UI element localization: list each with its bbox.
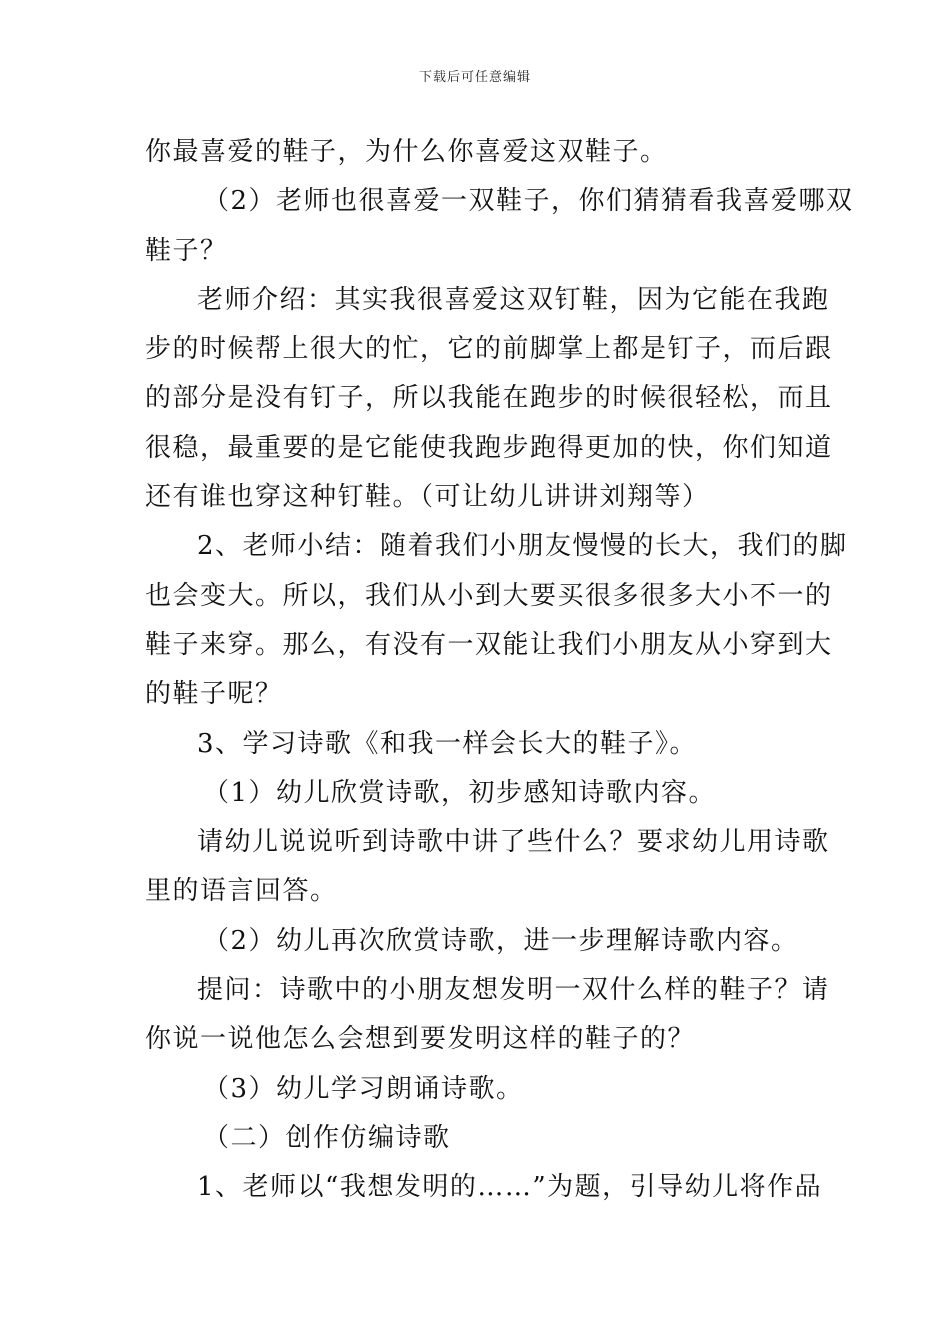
text-line: 鞋子？ (145, 235, 228, 266)
text-line: 2、老师小结：随着我们小朋友慢慢的长大，我们的脚 (197, 531, 848, 562)
text-line: 你说一说他怎么会想到要发明这样的鞋子的？ (145, 1024, 696, 1055)
text-line: （3）幼儿学习朗诵诗歌。 (203, 1073, 524, 1104)
text-line: 的鞋子呢？ (145, 679, 283, 710)
text-line: 提问：诗歌中的小朋友想发明一双什么样的鞋子？请 (197, 975, 830, 1006)
text-line: （1）幼儿欣赏诗歌，初步感知诗歌内容。 (203, 777, 717, 808)
text-line: 请幼儿说说听到诗歌中讲了些什么？要求幼儿用诗歌 (197, 827, 830, 858)
text-line: 也会变大。所以，我们从小到大要买很多很多大小不一的 (145, 580, 833, 611)
text-line: 还有谁也穿这种钉鞋。（可让幼儿讲讲刘翔等） (145, 482, 710, 513)
text-line: （2）幼儿再次欣赏诗歌，进一步理解诗歌内容。 (203, 925, 799, 956)
document-body (145, 128, 854, 1213)
text-line: 的部分是没有钉子，所以我能在跑步的时候很轻松，而且 (145, 383, 833, 414)
page-header: 下载后可任意编辑 (418, 70, 531, 85)
text-line: 步的时候帮上很大的忙，它的前脚掌上都是钉子，而后跟 (145, 334, 833, 365)
text-line: 里的语言回答。 (145, 876, 338, 907)
text-line: 1、老师以“我想发明的……”为题，引导幼儿将作品 (197, 1172, 823, 1203)
text-line: （二）创作仿编诗歌 (203, 1122, 451, 1153)
text-line: 3、学习诗歌《和我一样会长大的鞋子》。 (197, 728, 698, 759)
text-line: 很稳，最重要的是它能使我跑步跑得更加的快，你们知道 (145, 432, 833, 463)
text-line: 你最喜爱的鞋子，为什么你喜爱这双鞋子。 (145, 137, 668, 167)
text-line: 老师介绍：其实我很喜爱这双钉鞋，因为它能在我跑 (197, 284, 830, 315)
text-line: （2）老师也很喜爱一双鞋子，你们猜猜看我喜爱哪双 (203, 186, 854, 217)
text-line: 鞋子来穿。那么，有没有一双能让我们小朋友从小穿到大 (145, 629, 833, 660)
